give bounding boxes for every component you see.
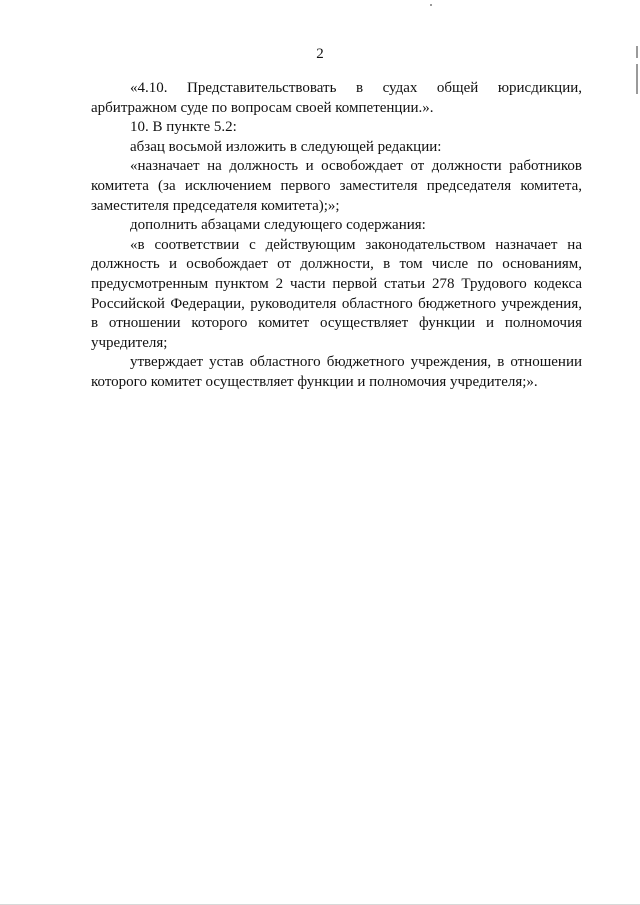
paragraph-quoted-appointment: «назначает на должность и освобождает от должности работников комитета (за исключением первого заместителя председателя комитета, заместителя председателя комитета);»;	[91, 158, 582, 214]
paragraph-4-10: «4.10. Представительствовать в судах общей юрисдикции, арбитражном суде по вопросам своей компетенции.».	[91, 80, 582, 116]
scan-artifact	[636, 64, 638, 94]
paragraph-quoted-legislation: «в соответствии с действующим законодательством назначает на должность и освобождает от должности, в том числе по основаниям, предусмотренным пунктом 2 части первой статьи 278 Трудового кодекса Российской Федерации, руководителя областного бюджетного учреждения, в отношении которого комитет осуществляет функции и полномочия учредителя;	[91, 236, 582, 351]
document-body	[91, 79, 582, 393]
paragraph-charter: утверждает устав областного бюджетного учреждения, в отношении которого комитет осуществляет функции и полномочия учредителя;».	[91, 354, 582, 390]
page-number: 2	[316, 46, 324, 62]
paragraph-instruction: абзац восьмой изложить в следующей редакции:	[130, 138, 442, 155]
paragraph-supplement: дополнить абзацами следующего содержания:	[130, 217, 426, 234]
paragraph-item-10: 10. В пункте 5.2:	[130, 119, 237, 136]
scan-artifact	[430, 4, 432, 6]
